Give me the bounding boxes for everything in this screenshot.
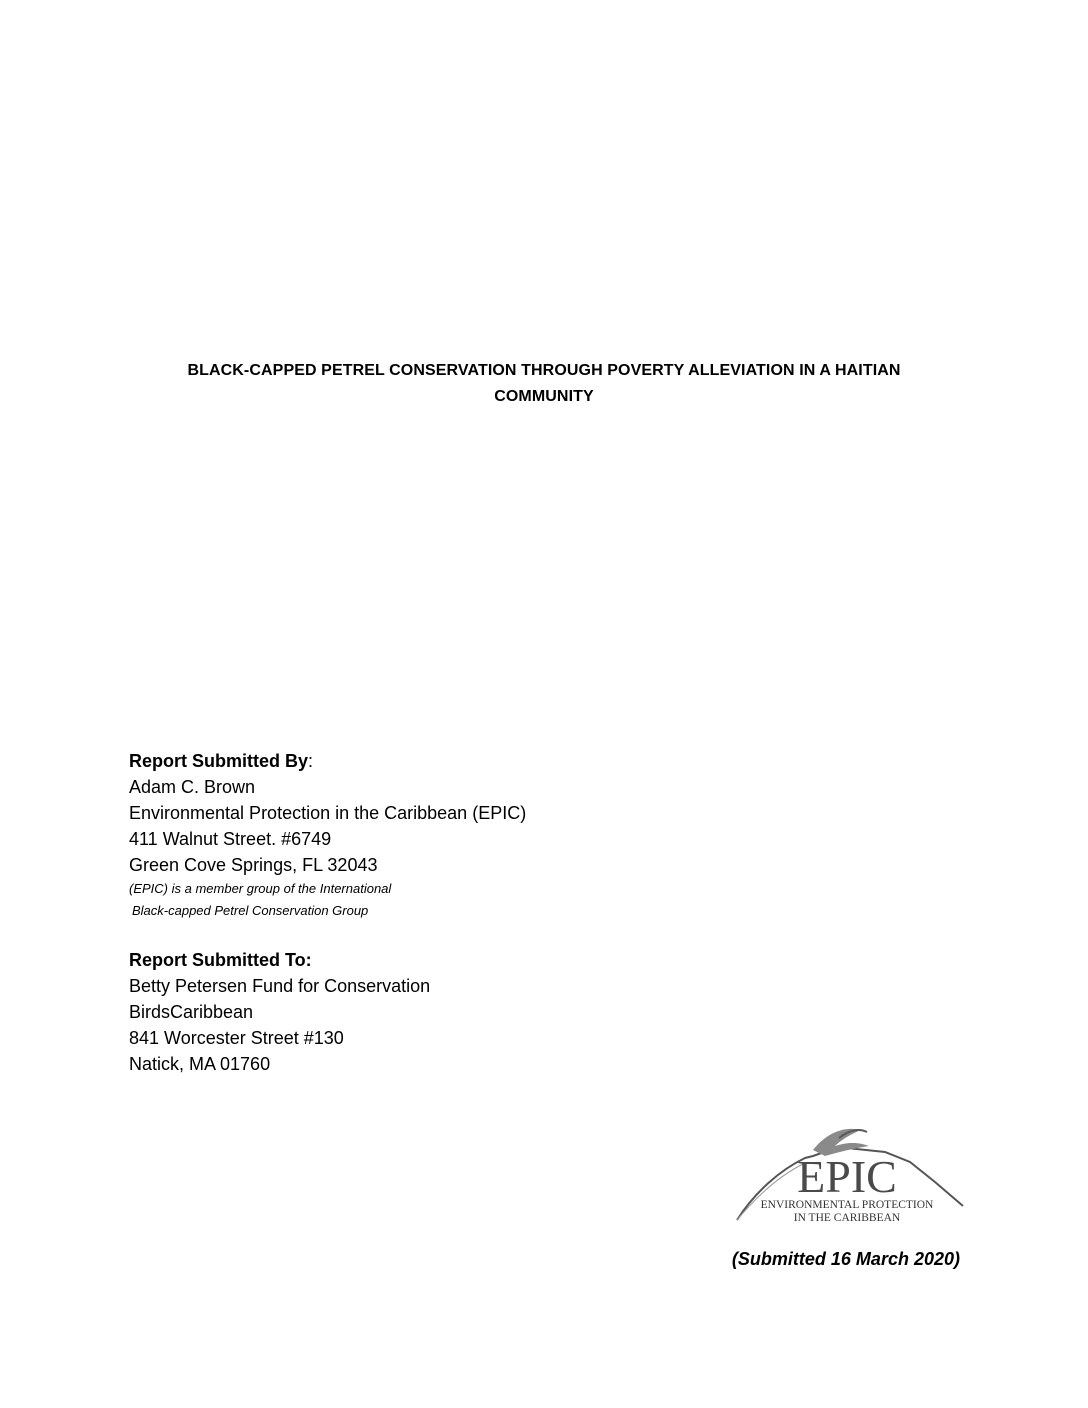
membership-note-line-2: Black-capped Petrel Conservation Group <box>132 903 369 918</box>
author-street: 411 Walnut Street. #6749 <box>129 829 332 849</box>
submitted-to-section <box>129 947 430 1077</box>
submitted-by-section <box>129 748 526 922</box>
epic-tagline-line-1: ENVIRONMENTAL PROTECTION <box>760 1199 934 1211</box>
submitted-by-colon: : <box>308 751 314 771</box>
author-name: Adam C. Brown <box>129 777 256 797</box>
author-city: Green Cove Springs, FL 32043 <box>129 855 378 875</box>
submitted-to-heading: Report Submitted To: <box>129 950 312 970</box>
submission-date: (Submitted 16 March 2020) <box>731 1249 960 1269</box>
recipient-city: Natick, MA 01760 <box>129 1054 271 1074</box>
epic-wordmark: EPIC <box>797 1151 897 1202</box>
epic-logo <box>735 1122 965 1226</box>
report-title-line-1: BLACK-CAPPED PETREL CONSERVATION THROUGH POVERTY ALLEVIATION IN A HAITIAN <box>187 362 901 379</box>
recipient-fund: Betty Petersen Fund for Conservation <box>129 976 431 996</box>
submitted-by-heading: Report Submitted By <box>129 751 309 771</box>
recipient-street: 841 Worcester Street #130 <box>129 1028 344 1048</box>
recipient-organization: BirdsCaribbean <box>129 1002 254 1022</box>
submitted-by-heading-line <box>129 748 526 774</box>
membership-note-line-1: (EPIC) is a member group of the International <box>129 881 392 896</box>
author-organization: Environmental Protection in the Caribbean (EPIC) <box>129 803 527 823</box>
report-title <box>100 358 988 410</box>
report-title-line-2: COMMUNITY <box>494 388 594 405</box>
epic-tagline-line-2: IN THE CARIBBEAN <box>793 1212 901 1224</box>
